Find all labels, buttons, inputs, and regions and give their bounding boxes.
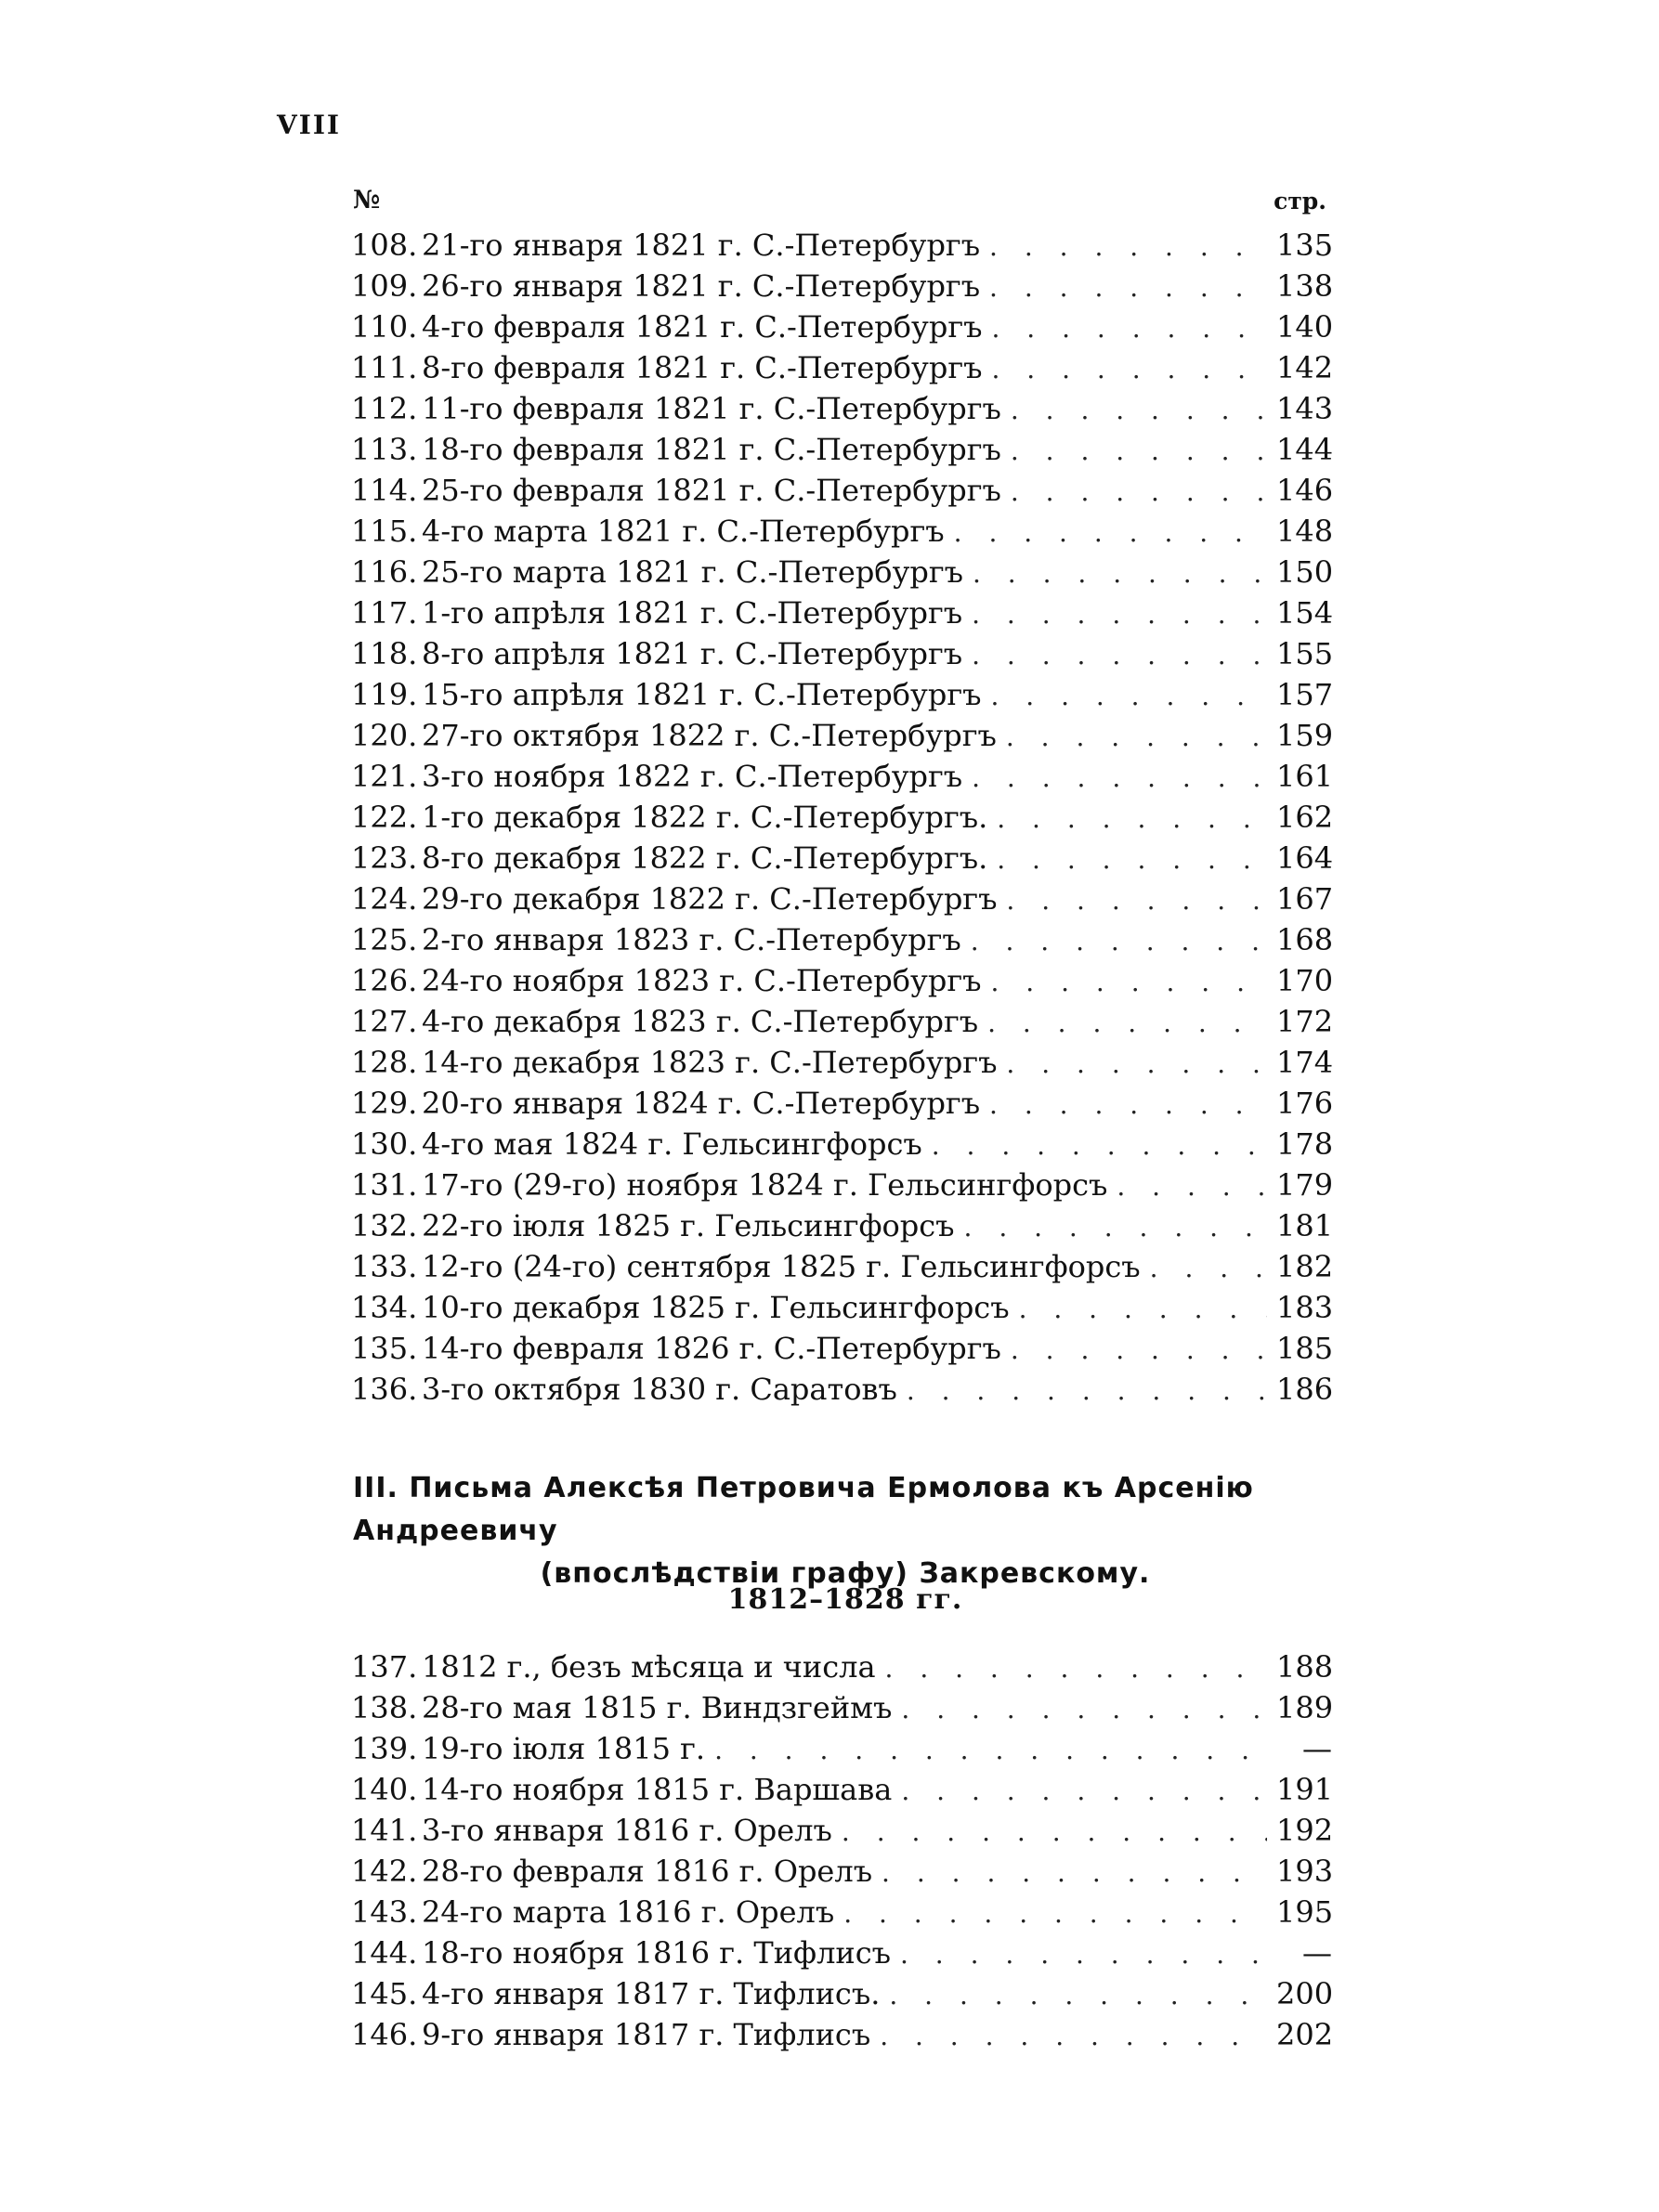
contents-entry: [351, 633, 1332, 674]
entry-page: 138: [1276, 268, 1334, 304]
dot-leader: [901, 1771, 1267, 1812]
entry-number: 144.: [351, 1935, 418, 1971]
entry-number: 133.: [351, 1249, 418, 1284]
entry-text: 24-го ноября 1823 г. С.-Петербургъ: [422, 963, 982, 998]
entry-text: 25-го марта 1821 г. С.-Петербургъ: [422, 554, 963, 590]
contents-entry: [351, 1851, 1332, 1892]
dot-leader: [989, 1085, 1267, 1126]
dot-leader: [972, 594, 1267, 635]
entry-text: 8-го апрѣля 1821 г. С.-Петербургъ: [422, 636, 963, 671]
dot-leader: [972, 758, 1267, 799]
dot-leader: [932, 1126, 1267, 1166]
entry-page: —: [1302, 1935, 1332, 1971]
entry-text: 11-го февраля 1821 г. С.-Петербургъ: [422, 391, 1001, 426]
entry-number: 136.: [351, 1372, 418, 1407]
dot-leader: [991, 308, 1267, 349]
entry-text: 18-го ноября 1816 г. Тифлисъ: [422, 1935, 891, 1971]
dot-leader: [907, 1371, 1267, 1412]
column-header: [353, 186, 1326, 223]
entry-text: 1-го апрѣля 1821 г. С.-Петербургъ: [422, 595, 963, 631]
entry-page: —: [1302, 1731, 1332, 1766]
section-years: 1812–1828 гг.: [727, 1583, 963, 1616]
entry-text: 24-го марта 1816 г. Орелъ: [422, 1894, 835, 1930]
entry-page: 164: [1276, 840, 1334, 876]
entry-text: 8-го февраля 1821 г. С.-Петербургъ: [422, 350, 983, 385]
entry-text: 28-го февраля 1816 г. Орелъ: [422, 1854, 873, 1889]
entry-page: 143: [1276, 391, 1334, 426]
contents-list-1: [351, 225, 1332, 1410]
contents-entry: [351, 592, 1332, 633]
contents-entry: [351, 1892, 1332, 1932]
entry-text: 3-го октября 1830 г. Саратовъ: [422, 1372, 897, 1407]
entry-number: 126.: [351, 963, 418, 998]
entry-page: 202: [1276, 2017, 1334, 2052]
entry-page: 161: [1276, 759, 1334, 794]
entry-page: 157: [1276, 677, 1334, 712]
dot-leader: [1117, 1166, 1267, 1207]
entry-number: 108.: [351, 228, 418, 263]
entry-number: 140.: [351, 1772, 418, 1807]
dot-leader: [901, 1689, 1267, 1730]
entry-number: 124.: [351, 881, 418, 917]
contents-entry: [351, 838, 1332, 878]
contents-entry: [351, 756, 1332, 797]
entry-text: 27-го октября 1822 г. С.-Петербургъ: [422, 718, 997, 753]
entry-page: 148: [1276, 514, 1334, 549]
entry-text: 17-го (29-го) ноября 1824 г. Гельсингфорсъ: [422, 1167, 1108, 1203]
dot-leader: [971, 921, 1267, 962]
section-title-line-2: (впослѣдствіи графу) Закревскому.: [540, 1557, 1151, 1590]
contents-entry: [351, 715, 1332, 756]
entry-number: 135.: [351, 1331, 418, 1366]
contents-entry: [351, 1287, 1332, 1328]
entry-page: 185: [1276, 1331, 1334, 1366]
entry-number: 131.: [351, 1167, 418, 1203]
entry-number: 119.: [351, 677, 418, 712]
contents-entry: [351, 266, 1332, 306]
dot-leader: [991, 349, 1267, 390]
dot-leader: [989, 227, 1267, 267]
entry-text: 14-го ноября 1815 г. Варшава: [422, 1772, 893, 1807]
entry-text: 3-го января 1816 г. Орелъ: [422, 1813, 832, 1848]
section-title: [353, 1467, 1338, 1595]
dot-leader: [954, 513, 1267, 553]
entry-text: 25-го февраля 1821 г. С.-Петербургъ: [422, 473, 1001, 508]
dot-leader: [1011, 390, 1267, 431]
entry-number: 142.: [351, 1854, 418, 1889]
entry-number: 134.: [351, 1290, 418, 1325]
contents-entry: [351, 878, 1332, 919]
entry-page: 178: [1276, 1126, 1334, 1162]
contents-entry: [351, 1328, 1332, 1369]
entry-page: 188: [1276, 1649, 1334, 1685]
entry-text: 19-го іюля 1815 г.: [422, 1731, 706, 1766]
entry-text: 1812 г., безъ мѣсяца и числа: [422, 1649, 876, 1685]
entry-number: 125.: [351, 922, 418, 957]
entry-number: 113.: [351, 432, 418, 467]
entry-number: 112.: [351, 391, 418, 426]
entry-text: 20-го января 1824 г. С.-Петербургъ: [422, 1086, 981, 1121]
contents-entry: [351, 1165, 1332, 1205]
entry-number: 114.: [351, 473, 418, 508]
contents-entry: [351, 1932, 1332, 1973]
dot-leader: [843, 1893, 1267, 1934]
contents-entry: [351, 919, 1332, 960]
entry-text: 12-го (24-го) сентября 1825 г. Гельсингфорсъ: [422, 1249, 1141, 1284]
entry-number: 145.: [351, 1976, 418, 2011]
page-column-label: стр.: [1274, 188, 1326, 215]
dot-leader: [714, 1730, 1267, 1771]
entry-page: 140: [1276, 309, 1334, 345]
entry-text: 28-го мая 1815 г. Виндзгеймъ: [422, 1690, 893, 1725]
entry-number: 129.: [351, 1086, 418, 1121]
dot-leader: [997, 799, 1267, 839]
entry-page: 154: [1276, 595, 1334, 631]
entry-number: 111.: [351, 350, 418, 385]
entry-number: 110.: [351, 309, 418, 345]
entry-number: 146.: [351, 2017, 418, 2052]
dot-leader: [1011, 1330, 1267, 1371]
dot-leader: [1019, 1289, 1267, 1330]
entry-number: 121.: [351, 759, 418, 794]
dot-leader: [880, 2016, 1267, 2057]
entry-page: 186: [1276, 1372, 1334, 1407]
dot-leader: [885, 1648, 1267, 1689]
entry-page: 195: [1276, 1894, 1334, 1930]
contents-entry: [351, 1001, 1332, 1042]
entry-text: 2-го января 1823 г. С.-Петербургъ: [422, 922, 961, 957]
dot-leader: [990, 676, 1267, 717]
dot-leader: [889, 1975, 1267, 2016]
contents-entry: [351, 429, 1332, 470]
dot-leader: [990, 962, 1267, 1003]
dot-leader: [882, 1853, 1267, 1893]
entry-page: 168: [1276, 922, 1334, 957]
contents-entry: [351, 1769, 1332, 1810]
contents-entry: [351, 1646, 1332, 1687]
contents-entry: [351, 1083, 1332, 1124]
entry-number: 117.: [351, 595, 418, 631]
entry-number: 130.: [351, 1126, 418, 1162]
contents-entry: [351, 347, 1332, 388]
entry-text: 4-го декабря 1823 г. С.-Петербургъ: [422, 1004, 979, 1039]
entry-number: 118.: [351, 636, 418, 671]
entry-number: 137.: [351, 1649, 418, 1685]
dot-leader: [987, 1003, 1267, 1044]
dot-leader: [997, 839, 1267, 880]
contents-entry: [351, 388, 1332, 429]
dot-leader: [1006, 717, 1267, 758]
contents-entry: [351, 306, 1332, 347]
contents-entry: [351, 797, 1332, 838]
entry-page: 191: [1276, 1772, 1334, 1807]
entry-number: 139.: [351, 1731, 418, 1766]
entry-text: 14-го февраля 1826 г. С.-Петербургъ: [422, 1331, 1001, 1366]
dot-leader: [973, 553, 1267, 594]
contents-entry: [351, 674, 1332, 715]
dot-leader: [842, 1812, 1267, 1853]
dot-leader: [900, 1934, 1267, 1975]
contents-entry: [351, 1246, 1332, 1287]
entry-text: 22-го іюля 1825 г. Гельсингфорсъ: [422, 1208, 955, 1243]
entry-number: 115.: [351, 514, 418, 549]
contents-entry: [351, 1205, 1332, 1246]
number-column-label: №: [353, 186, 381, 215]
page-number: VIII: [277, 110, 342, 140]
entry-page: 167: [1276, 881, 1334, 917]
entry-text: 10-го декабря 1825 г. Гельсингфорсъ: [422, 1290, 1010, 1325]
section-title-line-1: III. Письма Алексѣя Петровича Ермолова къ Арсенію Андреевичу: [353, 1472, 1254, 1547]
entry-page: 200: [1276, 1976, 1334, 2011]
entry-number: 116.: [351, 554, 418, 590]
entry-number: 138.: [351, 1690, 418, 1725]
entry-page: 159: [1276, 718, 1334, 753]
entry-number: 127.: [351, 1004, 418, 1039]
entry-number: 109.: [351, 268, 418, 304]
entry-page: 179: [1276, 1167, 1334, 1203]
contents-entry: [351, 1042, 1332, 1083]
entry-page: 174: [1276, 1045, 1334, 1080]
entry-number: 143.: [351, 1894, 418, 1930]
contents-entry: [351, 225, 1332, 266]
entry-page: 144: [1276, 432, 1334, 467]
dot-leader: [1006, 1044, 1267, 1085]
contents-entry: [351, 1369, 1332, 1410]
contents-entry: [351, 1124, 1332, 1165]
entry-page: 150: [1276, 554, 1334, 590]
entry-page: 189: [1276, 1690, 1334, 1725]
contents-entry: [351, 511, 1332, 552]
entry-text: 4-го января 1817 г. Тифлисъ.: [422, 1976, 881, 2011]
contents-entry: [351, 2014, 1332, 2055]
entry-text: 1-го декабря 1822 г. С.-Петербургъ.: [422, 800, 988, 835]
entry-page: 193: [1276, 1854, 1334, 1889]
entry-page: 182: [1276, 1249, 1334, 1284]
entry-page: 146: [1276, 473, 1334, 508]
entry-page: 155: [1276, 636, 1334, 671]
entry-text: 4-го марта 1821 г. С.-Петербургъ: [422, 514, 945, 549]
dot-leader: [1011, 472, 1267, 513]
entry-page: 192: [1276, 1813, 1334, 1848]
entry-text: 14-го декабря 1823 г. С.-Петербургъ: [422, 1045, 998, 1080]
entry-page: 172: [1276, 1004, 1334, 1039]
entry-text: 29-го декабря 1822 г. С.-Петербургъ: [422, 881, 998, 917]
entry-number: 128.: [351, 1045, 418, 1080]
contents-entry: [351, 1687, 1332, 1728]
entry-text: 21-го января 1821 г. С.-Петербургъ: [422, 228, 981, 263]
entry-number: 123.: [351, 840, 418, 876]
entry-page: 181: [1276, 1208, 1334, 1243]
entry-text: 26-го января 1821 г. С.-Петербургъ: [422, 268, 981, 304]
entry-page: 135: [1276, 228, 1334, 263]
entry-text: 3-го ноября 1822 г. С.-Петербургъ: [422, 759, 963, 794]
contents-entry: [351, 1728, 1332, 1769]
dot-leader: [1006, 880, 1267, 921]
contents-entry: [351, 960, 1332, 1001]
entry-page: 183: [1276, 1290, 1334, 1325]
entry-text: 4-го мая 1824 г. Гельсингфорсъ: [422, 1126, 922, 1162]
entry-page: 142: [1276, 350, 1334, 385]
entry-number: 120.: [351, 718, 418, 753]
entry-page: 162: [1276, 800, 1334, 835]
entry-text: 4-го февраля 1821 г. С.-Петербургъ: [422, 309, 983, 345]
entry-text: 8-го декабря 1822 г. С.-Петербургъ.: [422, 840, 988, 876]
entry-text: 15-го апрѣля 1821 г. С.-Петербургъ: [422, 677, 982, 712]
entry-number: 132.: [351, 1208, 418, 1243]
contents-entry: [351, 470, 1332, 511]
contents-entry: [351, 552, 1332, 592]
entry-number: 122.: [351, 800, 418, 835]
entry-page: 170: [1276, 963, 1334, 998]
contents-entry: [351, 1973, 1332, 2014]
dot-leader: [989, 267, 1267, 308]
dot-leader: [1011, 431, 1267, 472]
entry-page: 176: [1276, 1086, 1334, 1121]
dot-leader: [972, 635, 1267, 676]
entry-text: 18-го февраля 1821 г. С.-Петербургъ: [422, 432, 1001, 467]
contents-list-2: [351, 1646, 1332, 2055]
entry-number: 141.: [351, 1813, 418, 1848]
dot-leader: [1150, 1248, 1267, 1289]
entry-text: 9-го января 1817 г. Тифлисъ: [422, 2017, 871, 2052]
contents-entry: [351, 1810, 1332, 1851]
dot-leader: [964, 1207, 1267, 1248]
